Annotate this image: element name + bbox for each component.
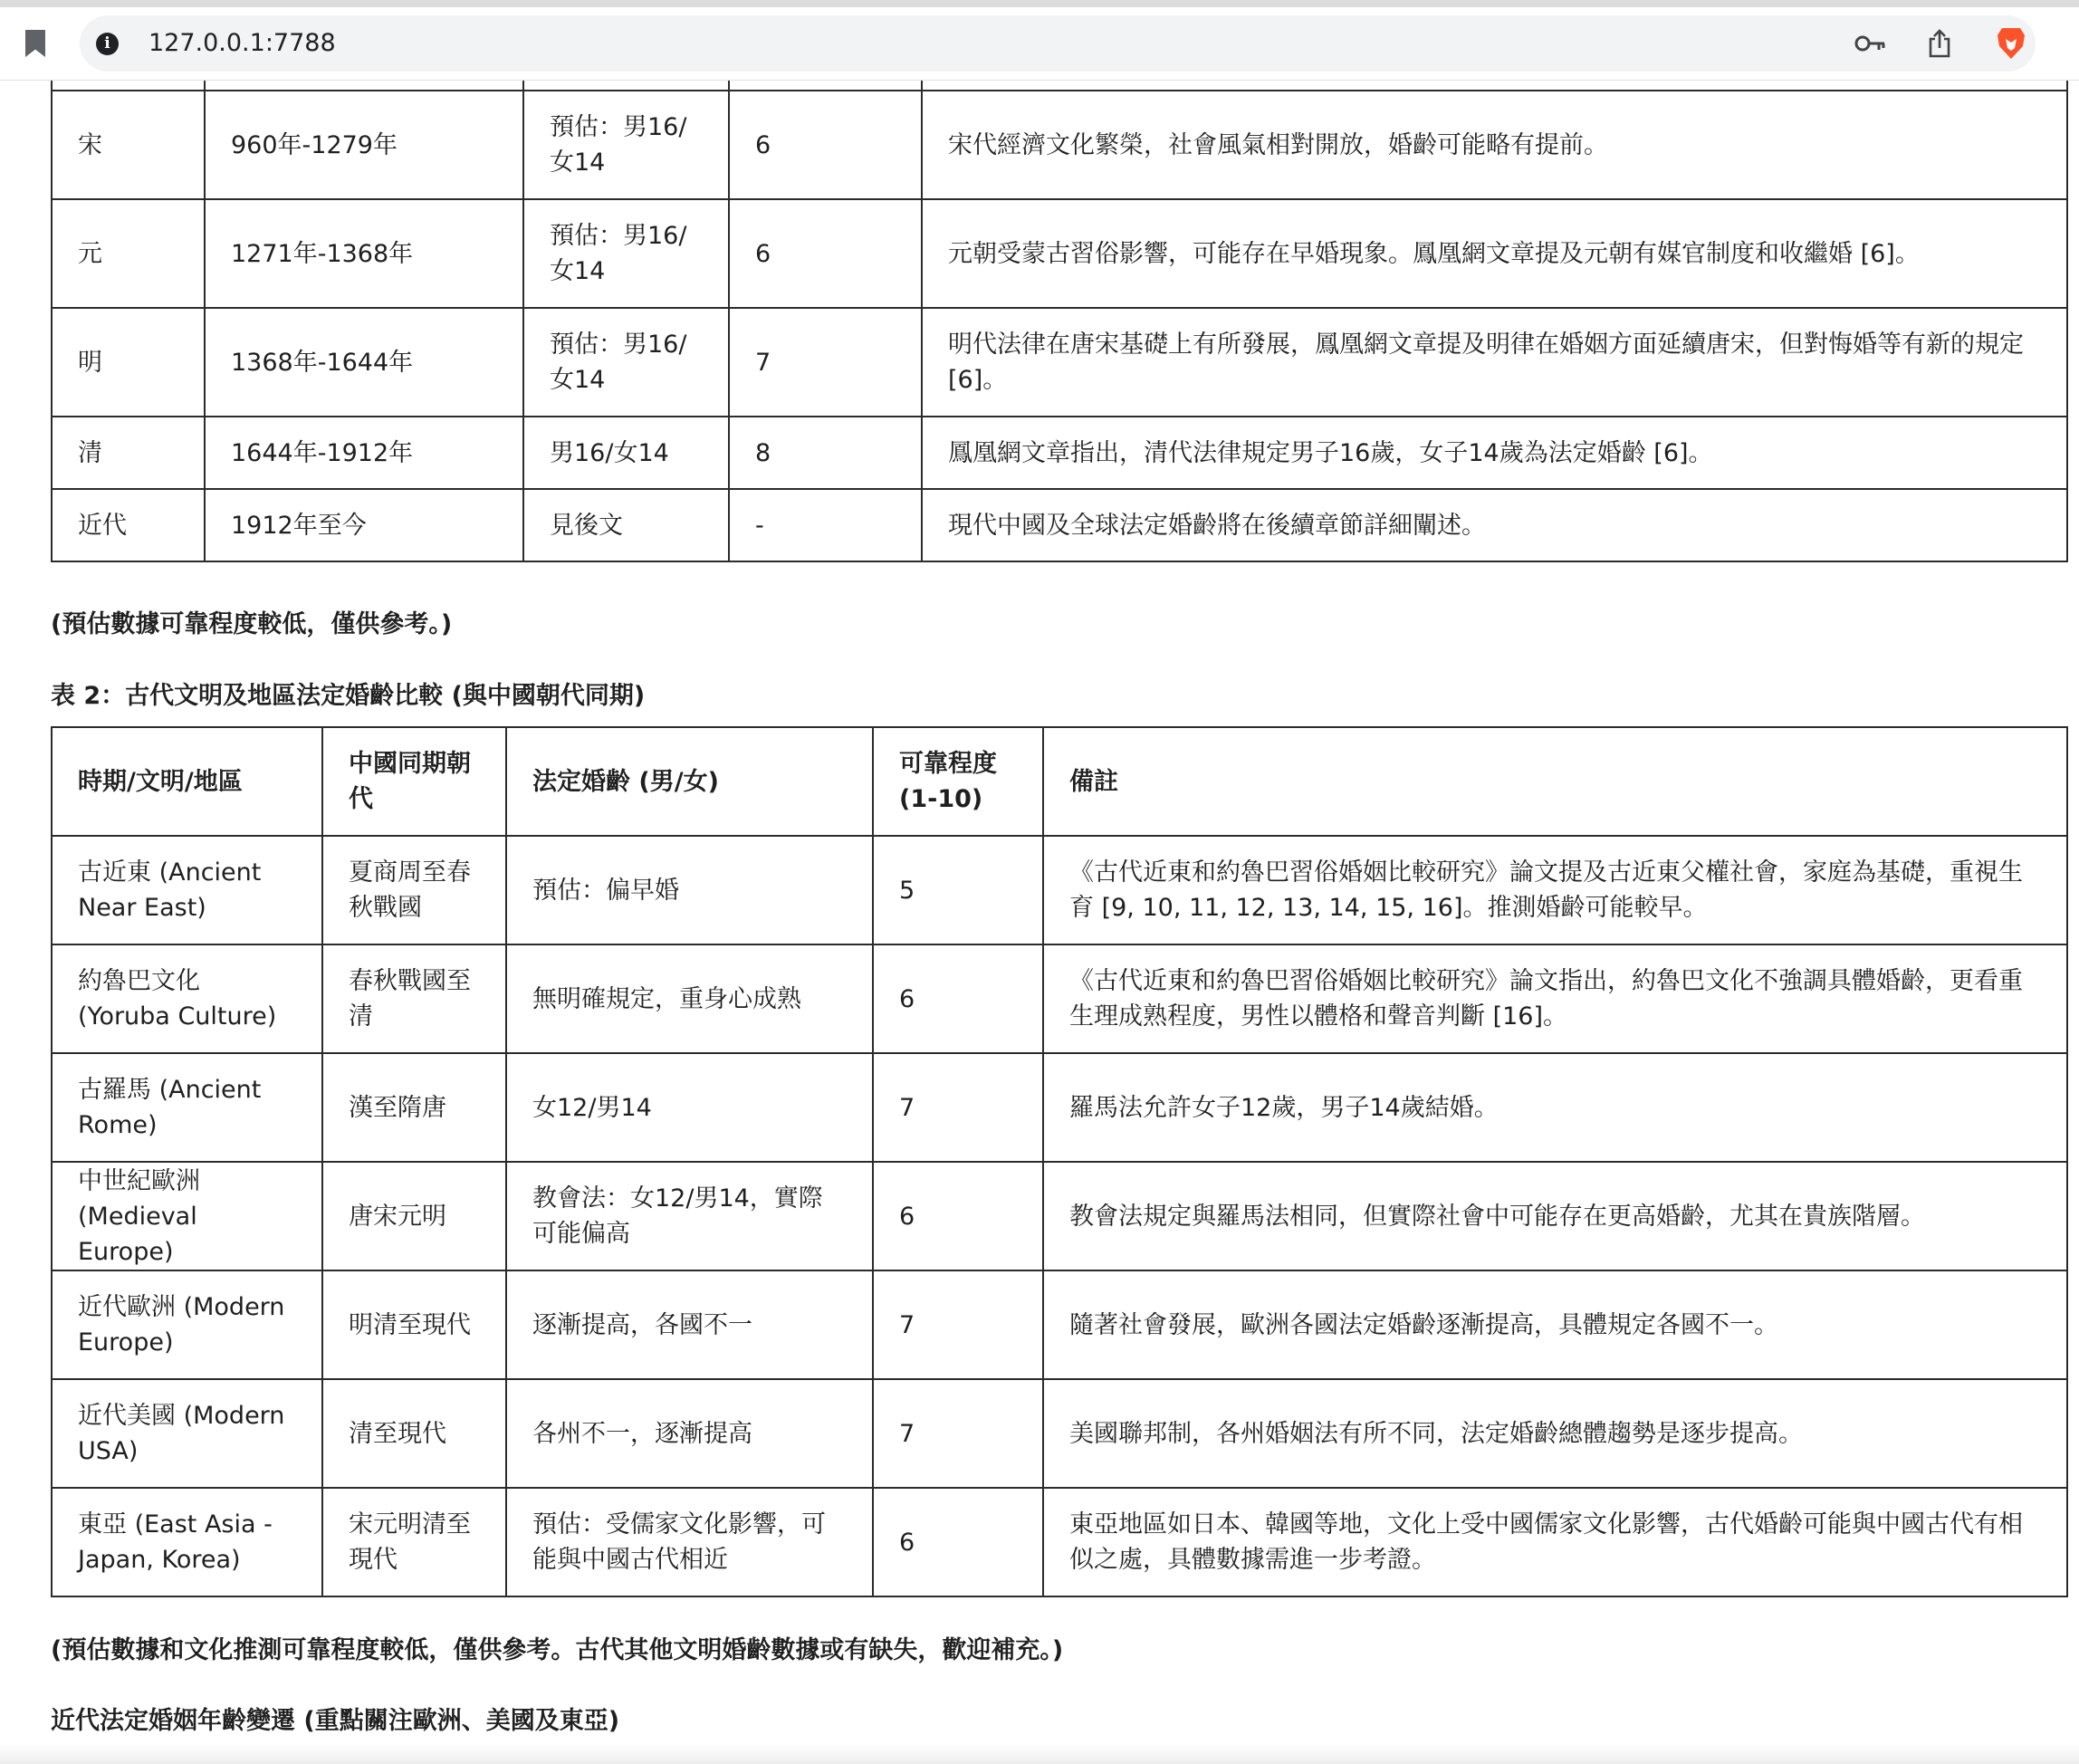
region-cell: 古近東 (Ancient Near East): [52, 836, 322, 944]
browser-toolbar: [0, 7, 2079, 81]
table2-caption: 表 2：古代文明及地區法定婚齡比較 (與中國朝代同期): [51, 682, 646, 710]
table1-footnote: (預估數據可靠程度較低，僅供參考。): [51, 610, 453, 638]
reliability-cell: 6: [873, 1162, 1043, 1270]
table-row: [52, 417, 2067, 489]
header-reliability: 可靠程度 (1-10): [873, 727, 1043, 836]
note-cell: 美國聯邦制，各州婚姻法有所不同，法定婚齡總體趨勢是逐步提高。: [1043, 1379, 2067, 1488]
dynasty-cell: 唐宋元明: [322, 1162, 506, 1270]
share-icon[interactable]: [1927, 28, 1952, 59]
period-cell: 1271年-1368年: [205, 199, 523, 308]
age-cell: 教會法：女12/男14，實際可能偏高: [506, 1162, 873, 1270]
ancient-civilizations-marriage-age-table: [51, 726, 2068, 1597]
table-row: [52, 81, 2067, 91]
note-cell: 元朝受蒙古習俗影響，可能存在早婚現象。鳳凰網文章提及元朝有媒官制度和收繼婚 [6]。: [922, 199, 2067, 308]
page-content: [0, 81, 2079, 1764]
period-cell: 960年-1279年: [205, 91, 523, 199]
reliability-cell: 6: [729, 91, 922, 199]
note-cell: 鳳凰網文章指出，清代法律規定男子16歲，女子14歲為法定婚齡 [6]。: [922, 417, 2067, 489]
dynasty-cell: 宋: [52, 91, 205, 199]
reliability-cell: 6: [873, 1488, 1043, 1596]
dynasty-marriage-age-table: [51, 81, 2068, 562]
header-note: 備註: [1043, 727, 2067, 836]
age-cell: 無明確規定，重身心成熟: [506, 944, 873, 1053]
age-cell: 逐漸提高，各國不一: [506, 1270, 873, 1379]
table-row: [52, 199, 2067, 308]
reliability-cell: 7: [729, 308, 922, 417]
brave-lion-icon[interactable]: [1996, 26, 2026, 61]
dynasty-cell: 清: [52, 417, 205, 489]
note-cell: 《古代近東和約魯巴習俗婚姻比較研究》論文提及古近東父權社會，家庭為基礎，重視生育 [9, 10, 11, 12, 13, 14, 15, 16]。推測婚齡可能較早。: [1043, 836, 2067, 944]
reliability-cell: 7: [873, 1379, 1043, 1488]
note-cell: 隨著社會發展，歐洲各國法定婚齡逐漸提高，具體規定各國不一。: [1043, 1270, 2067, 1379]
bottom-scroll-shadow: [0, 1743, 2079, 1764]
age-cell: 男16/女14: [523, 417, 729, 489]
age-cell: 各州不一，逐漸提高: [506, 1379, 873, 1488]
header-age: 法定婚齡 (男/女): [506, 727, 873, 836]
region-cell: 近代美國 (Modern USA): [52, 1379, 322, 1488]
reliability-cell: -: [729, 489, 922, 561]
table-row: [52, 1488, 2067, 1596]
dynasty-cell: 明: [52, 308, 205, 417]
note-cell: 明代法律在唐宋基礎上有所發展，鳳凰網文章提及明律在婚姻方面延續唐宋，但對悔婚等有新的規定 [6]。: [922, 308, 2067, 417]
dynasty-cell: 明清至現代: [322, 1270, 506, 1379]
dynasty-cell: 清至現代: [322, 1379, 506, 1488]
dynasty-cell: 近代: [52, 489, 205, 561]
table-row: [52, 308, 2067, 417]
period-cell: 1912年至今: [205, 489, 523, 561]
note-cell: 現代中國及全球法定婚齡將在後續章節詳細闡述。: [922, 489, 2067, 561]
period-cell: 1368年-1644年: [205, 308, 523, 417]
table-row: [52, 1053, 2067, 1162]
dynasty-cell: 春秋戰國至清: [322, 944, 506, 1053]
note-cell: 《古代近東和約魯巴習俗婚姻比較研究》論文指出，約魯巴文化不強調具體婚齡，更看重生理成熟程度，男性以體格和聲音判斷 [16]。: [1043, 944, 2067, 1053]
age-cell: 預估：男16/女14: [523, 199, 729, 308]
table-row: [52, 1379, 2067, 1488]
reliability-cell: 7: [873, 1053, 1043, 1162]
note-cell: 教會法規定與羅馬法相同，但實際社會中可能存在更高婚齡，尤其在貴族階層。: [1043, 1162, 2067, 1270]
table2-footnote: (預估數據和文化推測可靠程度較低，僅供參考。古代其他文明婚齡數據或有缺失，歡迎補充。): [51, 1636, 1064, 1664]
age-cell: 預估：男16/女14: [523, 91, 729, 199]
region-cell: 古羅馬 (Ancient Rome): [52, 1053, 322, 1162]
dynasty-cell: 漢至隋唐: [322, 1053, 506, 1162]
table-header-row: [52, 727, 2067, 836]
age-cell: 女12/男14: [506, 1053, 873, 1162]
region-cell: 東亞 (East Asia - Japan, Korea): [52, 1488, 322, 1596]
reliability-cell: 8: [729, 417, 922, 489]
age-cell: 見後文: [523, 489, 729, 561]
bookmark-icon[interactable]: [25, 30, 45, 57]
section-heading: 近代法定婚姻年齡變遷 (重點關注歐洲、美國及東亞): [51, 1707, 620, 1735]
table-row: [52, 1162, 2067, 1270]
note-cell: 宋代經濟文化繁榮，社會風氣相對開放，婚齡可能略有提前。: [922, 91, 2067, 199]
address-bar[interactable]: [80, 15, 2036, 72]
reliability-cell: 5: [873, 836, 1043, 944]
reliability-cell: 6: [729, 199, 922, 308]
url-text[interactable]: 127.0.0.1:7788: [148, 29, 336, 57]
table-row: [52, 944, 2067, 1053]
reliability-cell: 7: [873, 1270, 1043, 1379]
dynasty-cell: 夏商周至春秋戰國: [322, 836, 506, 944]
window-top-edge: [0, 0, 2079, 7]
reliability-cell: 6: [873, 944, 1043, 1053]
header-dynasty: 中國同期朝代: [322, 727, 506, 836]
table-row: [52, 1270, 2067, 1379]
table-row: [52, 836, 2067, 944]
info-icon[interactable]: i: [96, 33, 119, 55]
table-row: [52, 489, 2067, 561]
region-cell: 約魯巴文化 (Yoruba Culture): [52, 944, 322, 1053]
region-cell: 中世紀歐洲 (Medieval Europe): [52, 1162, 322, 1270]
age-cell: 預估：偏早婚: [506, 836, 873, 944]
period-cell: 1644年-1912年: [205, 417, 523, 489]
age-cell: 預估：男16/女14: [523, 308, 729, 417]
header-region: 時期/文明/地區: [52, 727, 322, 836]
table-row: [52, 91, 2067, 199]
note-cell: 羅馬法允許女子12歲，男子14歲結婚。: [1043, 1053, 2067, 1162]
dynasty-cell: 宋元明清至現代: [322, 1488, 506, 1596]
age-cell: 預估：受儒家文化影響，可能與中國古代相近: [506, 1488, 873, 1596]
region-cell: 近代歐洲 (Modern Europe): [52, 1270, 322, 1379]
note-cell: 東亞地區如日本、韓國等地，文化上受中國儒家文化影響，古代婚齡可能與中國古代有相似之處，具體數據需進一步考證。: [1043, 1488, 2067, 1596]
dynasty-cell: 元: [52, 199, 205, 308]
key-icon[interactable]: [1854, 31, 1887, 56]
